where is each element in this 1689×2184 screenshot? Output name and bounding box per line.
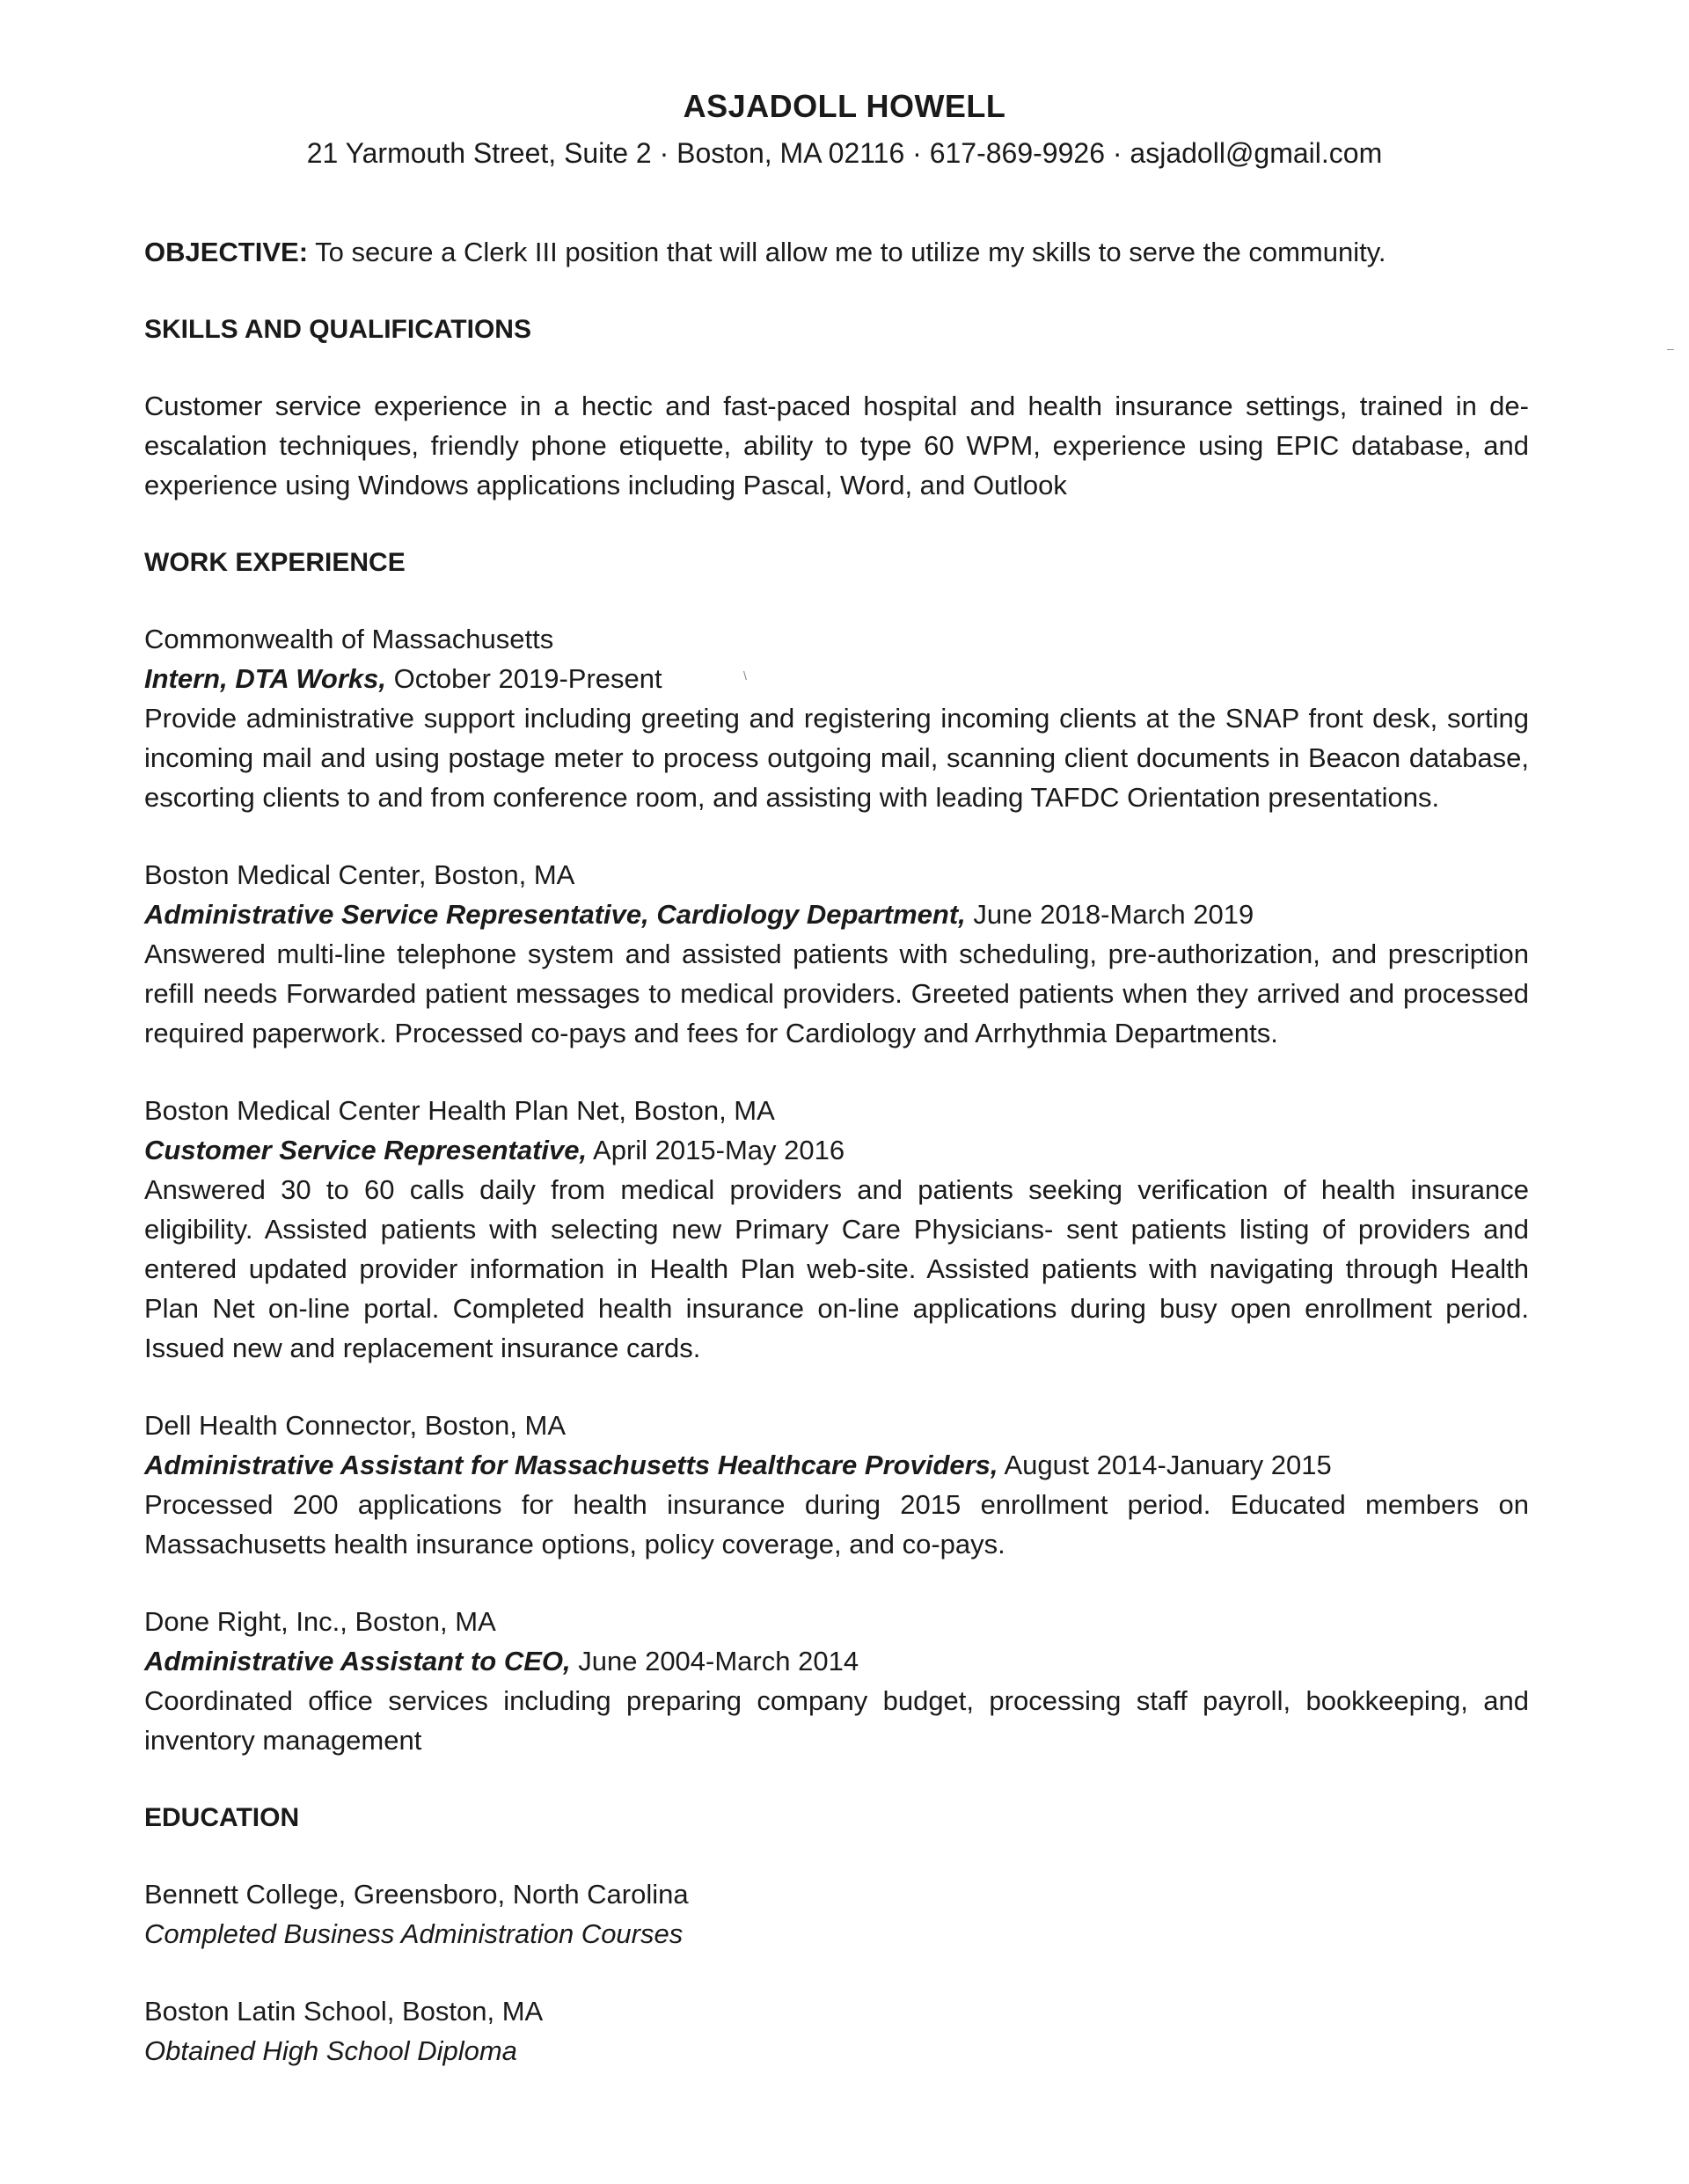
job-description: Provide administrative support including greeting and registering incoming clients at the SNAP front desk, sorting incoming mail and using postage meter to process outgoing mail, scanning client documents in Beacon database, escorting clients to and from conference room, and assisting with leading TAFDC Orientation presentations. — [144, 703, 1529, 813]
job-dates: October 2019-Present — [386, 663, 662, 694]
job-title: Administrative Service Representative, Cardiology Department, — [144, 899, 966, 930]
job-title: Administrative Assistant for Massachusetts Healthcare Providers, — [144, 1450, 998, 1480]
objective-section — [144, 232, 1529, 272]
job-dates: August 2014-January 2015 — [998, 1450, 1332, 1480]
job-employer: Boston Medical Center, Boston, MA — [144, 859, 575, 890]
scan-speck: \ — [743, 668, 747, 683]
skills-text: Customer service experience in a hectic and fast-paced hospital and health insurance settings, trained in de-escalation techniques, friendly phone etiquette, ability to type 60 WPM, experience using EPIC database, and experience using Windows applications including Pascal, Word, and Outlook — [144, 391, 1529, 500]
job-dates: April 2015-May 2016 — [587, 1135, 845, 1165]
school-name: Bennett College, Greensboro, North Carolina — [144, 1879, 689, 1910]
job-title: Administrative Assistant to CEO, — [144, 1646, 571, 1676]
work-heading: WORK EXPERIENCE — [144, 548, 406, 577]
resume-body — [144, 232, 1529, 2108]
objective-label: OBJECTIVE: — [144, 237, 309, 267]
education-entry — [144, 1874, 1529, 1954]
job-entry — [144, 1091, 1529, 1368]
job-dates: June 2004-March 2014 — [570, 1646, 859, 1676]
job-entry — [144, 855, 1529, 1053]
job-title-line — [144, 1641, 1529, 1681]
education-detail: Completed Business Administration Courses — [144, 1918, 684, 1949]
education-entry — [144, 1991, 1529, 2071]
job-employer: Boston Medical Center Health Plan Net, Boston, MA — [144, 1095, 775, 1126]
job-employer: Done Right, Inc., Boston, MA — [144, 1606, 496, 1637]
skills-heading: SKILLS AND QUALIFICATIONS — [144, 315, 531, 344]
school-name: Boston Latin School, Boston, MA — [144, 1996, 544, 2027]
job-employer: Dell Health Connector, Boston, MA — [144, 1410, 567, 1441]
education-heading: EDUCATION — [144, 1803, 300, 1832]
job-description: Coordinated office services including preparing company budget, processing staff payroll, bookkeeping, and inventory management — [144, 1685, 1529, 1756]
objective-text: To secure a Clerk III position that will allow me to utilize my skills to serve the community. — [308, 237, 1386, 267]
education-detail: Obtained High School Diploma — [144, 2035, 517, 2066]
candidate-name: ASJADOLL HOWELL — [683, 88, 1006, 124]
job-entry — [144, 1406, 1529, 1564]
job-title-line — [144, 659, 1529, 698]
job-description: Processed 200 applications for health insurance during 2015 enrollment period. Educated members on Massachusetts health insurance options, policy coverage, and co-pays. — [144, 1489, 1529, 1559]
job-entry — [144, 1602, 1529, 1760]
job-title: Customer Service Representative, — [144, 1135, 588, 1165]
job-dates: June 2018-March 2019 — [965, 899, 1254, 930]
job-title: Intern, DTA Works, — [144, 663, 387, 694]
job-title-line — [144, 1445, 1529, 1485]
job-title-line — [144, 895, 1529, 934]
job-title-line — [144, 1130, 1529, 1170]
job-description: Answered multi-line telephone system and assisted patients with scheduling, pre-authorization, and prescription refill needs Forwarded patient messages to medical providers. Greeted patients when they arrived and processed required paperwork. Processed co-pays and fees for Cardiology and Arrhythmia Departments. — [144, 939, 1529, 1048]
job-entry — [144, 619, 1529, 817]
job-employer: Commonwealth of Massachusetts — [144, 624, 554, 654]
job-description: Answered 30 to 60 calls daily from medical providers and patients seeking verification of health insurance eligibility. Assisted patients with selecting new Primary Care Physicians- sent patients listing of providers and entered updated provider information in Health Plan web-site. Assisted patients with navigating through Health Plan Net on-line portal. Completed health insurance on-line applications during busy open enrollment period. Issued new and replacement insurance cards. — [144, 1174, 1529, 1363]
contact-line: 21 Yarmouth Street, Suite 2 · Boston, MA 02116 · 617-869-9926 · asjadoll@gmail.com — [306, 137, 1383, 169]
scan-speck: – — [1667, 341, 1674, 355]
